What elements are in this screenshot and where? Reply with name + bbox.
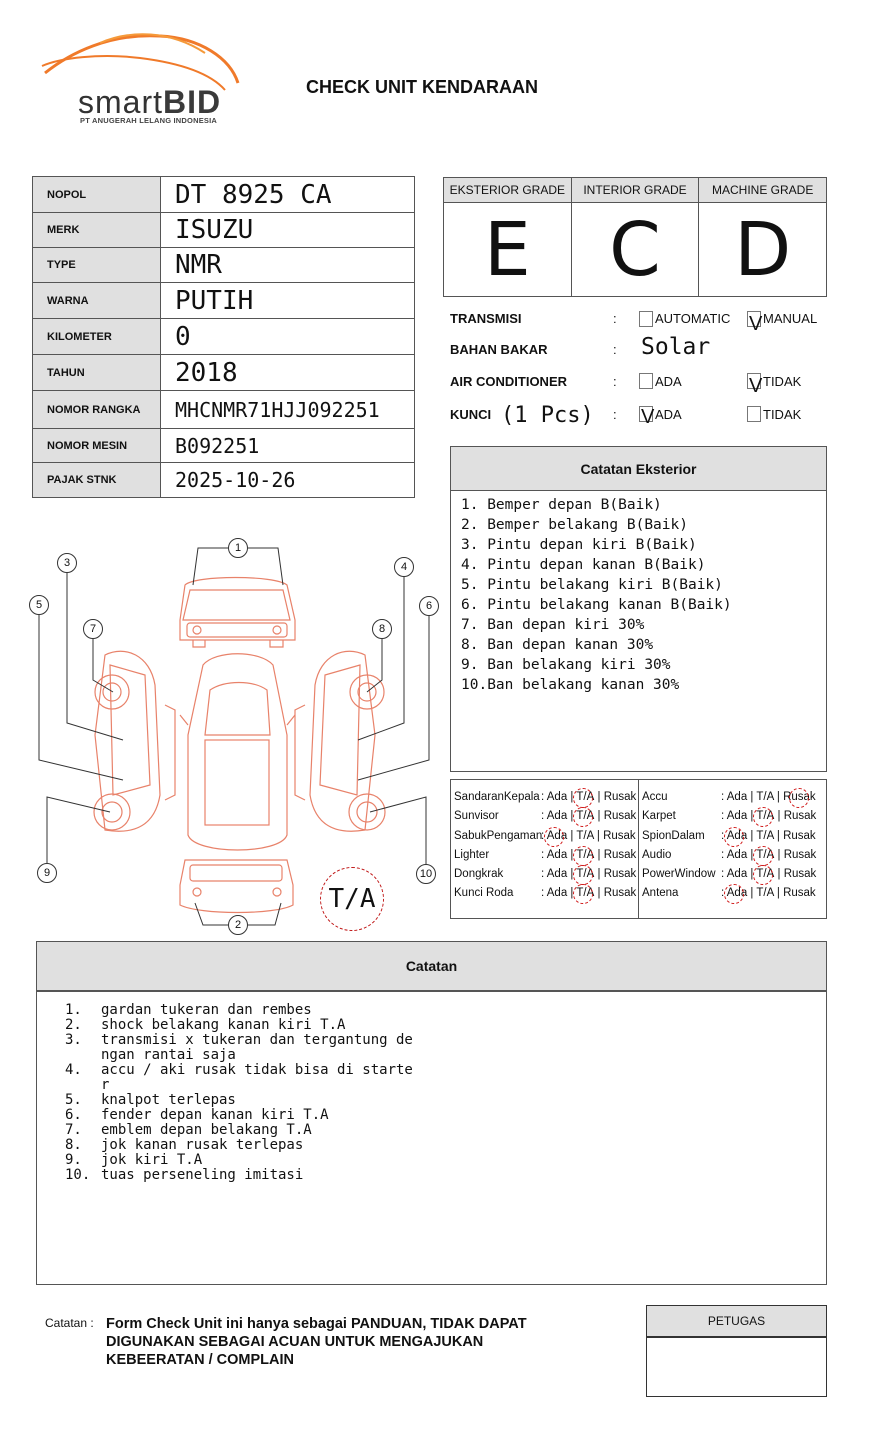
selected-ring-icon bbox=[573, 884, 593, 904]
colon: : bbox=[613, 407, 617, 422]
selected-ring-icon bbox=[753, 846, 773, 866]
colon: : bbox=[721, 848, 727, 861]
manual-option: MANUAL bbox=[763, 311, 818, 326]
separator: | bbox=[774, 810, 784, 823]
kunci-ada-option: ADA bbox=[655, 407, 682, 422]
interior-item-row bbox=[451, 791, 638, 810]
petugas-box bbox=[646, 1305, 827, 1397]
exterior-note-item: 5. Pintu belakang kiri B(Baik) bbox=[461, 577, 723, 593]
interior-option-rusak[interactable]: Rusak bbox=[603, 810, 637, 823]
interior-item-row bbox=[451, 887, 638, 906]
selected-ring-icon bbox=[573, 788, 593, 808]
interior-option-rusak[interactable]: Rusak bbox=[603, 868, 637, 881]
interior-option-rusak[interactable]: Rusak bbox=[603, 791, 637, 803]
exterior-notes-list bbox=[451, 491, 826, 697]
interior-option-ta[interactable]: T/A bbox=[756, 810, 774, 822]
catatan-item bbox=[65, 1063, 826, 1093]
interior-item-options bbox=[541, 868, 636, 880]
catatan-item bbox=[65, 1003, 826, 1018]
separator: | bbox=[567, 829, 577, 842]
catatan-item bbox=[65, 1123, 826, 1138]
catatan-item-text: jok kanan rusak terlepas bbox=[101, 1137, 304, 1153]
vehicle-info-label: KILOMETER bbox=[33, 319, 161, 354]
separator: | bbox=[747, 868, 757, 881]
vehicle-info-label: TYPE bbox=[33, 248, 161, 282]
separator: | bbox=[594, 848, 604, 861]
exterior-note-item: 8. Ban depan kanan 30% bbox=[461, 637, 654, 653]
separator: | bbox=[593, 829, 604, 842]
ac-tidak-check-mark: V bbox=[749, 375, 763, 397]
car-outline-icon bbox=[25, 535, 445, 940]
interior-item-options bbox=[541, 887, 636, 899]
selected-ring-icon bbox=[573, 846, 593, 866]
colon: : bbox=[613, 311, 617, 326]
callout-5: 5 bbox=[29, 595, 49, 615]
exterior-note-item: 4. Pintu depan kanan B(Baik) bbox=[461, 557, 706, 573]
separator: | bbox=[773, 829, 784, 842]
catatan-item bbox=[65, 1138, 826, 1153]
exterior-note-item: 1. Bemper depan B(Baik) bbox=[461, 497, 662, 513]
separator: | bbox=[747, 848, 757, 861]
ac-ada-checkbox[interactable] bbox=[639, 373, 653, 389]
colon: : bbox=[541, 829, 547, 842]
selected-ring-icon bbox=[753, 865, 773, 885]
interior-option-rusak[interactable]: Rusak bbox=[603, 848, 637, 861]
interior-item-name: Sunvisor bbox=[454, 810, 499, 823]
interior-item-name: Lighter bbox=[454, 848, 490, 861]
separator: | bbox=[594, 887, 604, 900]
grade-value: D bbox=[734, 206, 792, 293]
catatan-item-number: 4. bbox=[65, 1062, 82, 1078]
grade-column bbox=[572, 178, 700, 296]
vehicle-info-value: 2018 bbox=[175, 357, 238, 388]
separator: | bbox=[567, 868, 577, 881]
colon: : bbox=[541, 848, 547, 861]
vehicle-info-row bbox=[33, 463, 414, 497]
catatan-item bbox=[65, 1018, 826, 1033]
interior-item-options bbox=[721, 810, 816, 822]
catatan-item-number: 3. bbox=[65, 1032, 82, 1048]
catatan-item-number: 8. bbox=[65, 1137, 82, 1153]
petugas-title: PETUGAS bbox=[647, 1306, 826, 1338]
interior-item-row bbox=[451, 849, 638, 868]
selected-ring-icon bbox=[544, 827, 564, 847]
separator: | bbox=[594, 868, 604, 881]
colon: : bbox=[721, 887, 727, 900]
exterior-note-item: 9. Ban belakang kiri 30% bbox=[461, 657, 671, 673]
catatan-item-text: shock belakang kanan kiri T.A bbox=[101, 1017, 346, 1033]
kunci-label: KUNCI bbox=[450, 407, 492, 422]
interior-option-ta[interactable]: T/A bbox=[576, 887, 594, 899]
grade-label: EKSTERIOR GRADE bbox=[444, 178, 571, 203]
interior-option-ada[interactable]: Ada bbox=[727, 830, 747, 842]
interior-item-name: Dongkrak bbox=[454, 868, 504, 881]
document-title: CHECK UNIT KENDARAAN bbox=[306, 77, 538, 97]
interior-item-row bbox=[639, 849, 826, 868]
kunci-ada-check-mark: V bbox=[641, 406, 655, 428]
bahan-bakar-value: Solar bbox=[641, 334, 711, 360]
selected-ring-icon bbox=[724, 827, 744, 847]
footer-disclaimer: Form Check Unit ini hanya sebagai PANDUAN, TIDAK DAPAT DIGUNAKAN SEBAGAI ACUAN UNTUK MENGAJUKAN KEBEERATAN / COMPLAIN bbox=[106, 1316, 527, 1368]
interior-option-ada[interactable]: Ada bbox=[547, 830, 567, 842]
interior-items-right bbox=[639, 780, 826, 918]
catatan-item-text: accu / aki rusak tidak bisa di starter bbox=[101, 1062, 413, 1093]
bahan-bakar-label: BAHAN BAKAR bbox=[450, 342, 548, 357]
catatan-list bbox=[37, 992, 826, 1183]
selected-ring-icon bbox=[724, 884, 744, 904]
interior-item-row bbox=[639, 887, 826, 906]
catatan-item-text: fender depan kanan kiri T.A bbox=[101, 1107, 329, 1123]
interior-option-ta[interactable]: T/A bbox=[576, 810, 594, 822]
vehicle-info-value: 2025-10-26 bbox=[175, 468, 296, 492]
catatan-title: Catatan bbox=[37, 942, 826, 992]
interior-item-name: Kunci Roda bbox=[454, 887, 514, 900]
vehicle-info-value: B092251 bbox=[175, 433, 260, 458]
vehicle-info-label: PAJAK STNK bbox=[33, 463, 161, 497]
separator: | bbox=[567, 887, 577, 900]
selected-ring-icon bbox=[789, 788, 809, 808]
interior-option-rusak[interactable]: Rusak bbox=[783, 848, 817, 861]
vehicle-info-value: PUTIH bbox=[175, 285, 254, 316]
selected-ring-icon bbox=[753, 807, 773, 827]
interior-item-options bbox=[541, 810, 636, 822]
grade-column bbox=[699, 178, 826, 296]
kunci-count: (1 Pcs) bbox=[501, 403, 594, 428]
vehicle-info-label: TAHUN bbox=[33, 355, 161, 390]
interior-item-row bbox=[451, 830, 638, 849]
vehicle-info-table bbox=[32, 176, 415, 498]
separator: | bbox=[567, 791, 577, 803]
exterior-notes-panel bbox=[450, 446, 827, 772]
colon: : bbox=[613, 342, 617, 357]
colon: : bbox=[541, 868, 547, 881]
car-damage-diagram bbox=[25, 535, 445, 940]
grade-label: INTERIOR GRADE bbox=[572, 178, 699, 203]
interior-item-options bbox=[721, 830, 816, 842]
catatan-item bbox=[65, 1168, 826, 1183]
interior-option-rusak[interactable]: Rusak bbox=[783, 829, 816, 842]
vehicle-info-label: WARNA bbox=[33, 283, 161, 318]
interior-item-name: SpionDalam bbox=[642, 829, 705, 842]
interior-item-name: SabukPengaman bbox=[454, 829, 543, 842]
automatic-checkbox[interactable] bbox=[639, 311, 653, 327]
colon: : bbox=[541, 810, 547, 823]
colon: : bbox=[541, 887, 547, 900]
vehicle-info-row bbox=[33, 355, 414, 391]
interior-item-options bbox=[721, 791, 816, 803]
interior-option-ada[interactable]: Ada bbox=[546, 848, 568, 861]
separator: | bbox=[594, 810, 604, 823]
separator: | bbox=[747, 791, 757, 803]
interior-option-ada[interactable]: Ada bbox=[546, 868, 568, 881]
interior-item-row bbox=[451, 868, 638, 887]
interior-option-ada[interactable]: Ada bbox=[546, 791, 568, 803]
exterior-note-item: 10.Ban belakang kanan 30% bbox=[461, 677, 680, 693]
vehicle-info-value: MHCNMR71HJJ092251 bbox=[175, 397, 380, 422]
callout-7: 7 bbox=[83, 619, 103, 639]
interior-item-options bbox=[541, 849, 636, 861]
interior-option-ada[interactable]: Ada bbox=[546, 887, 568, 900]
ac-label: AIR CONDITIONER bbox=[450, 374, 567, 389]
callout-9: 9 bbox=[37, 863, 57, 883]
interior-option-ta[interactable]: T/A bbox=[756, 791, 774, 803]
catatan-panel bbox=[36, 941, 827, 1285]
interior-option-ta[interactable]: T/A bbox=[576, 868, 594, 880]
catatan-item-number: 10. bbox=[65, 1167, 91, 1183]
automatic-option: AUTOMATIC bbox=[655, 311, 731, 326]
catatan-item-text: transmisi x tukeran dan tergantung dengan rantai saja bbox=[101, 1032, 413, 1063]
catatan-item bbox=[65, 1153, 826, 1168]
interior-option-rusak[interactable]: Rusak bbox=[783, 887, 816, 900]
separator: | bbox=[594, 791, 604, 803]
interior-option-ta[interactable]: T/A bbox=[576, 849, 594, 861]
kunci-tidak-checkbox[interactable] bbox=[747, 406, 761, 422]
interior-item-options bbox=[721, 887, 816, 899]
callout-1: 1 bbox=[228, 538, 248, 558]
selected-ring-icon bbox=[573, 865, 593, 885]
ac-tidak-option: TIDAK bbox=[763, 374, 802, 389]
catatan-item-number: 2. bbox=[65, 1017, 82, 1033]
interior-item-options bbox=[721, 849, 816, 861]
vehicle-info-row bbox=[33, 283, 414, 319]
interior-option-ada[interactable]: Ada bbox=[726, 810, 748, 823]
callout-10: 10 bbox=[416, 864, 436, 884]
vehicle-info-value: DT 8925 CA bbox=[175, 179, 332, 210]
interior-option-rusak[interactable]: Rusak bbox=[603, 887, 637, 900]
interior-option-rusak[interactable]: Rusak bbox=[783, 868, 817, 881]
smartbid-logo bbox=[40, 28, 250, 128]
separator: | bbox=[747, 810, 757, 823]
interior-item-name: Accu bbox=[642, 791, 668, 803]
colon: : bbox=[721, 791, 727, 803]
interior-item-options bbox=[541, 830, 636, 842]
interior-item-row bbox=[451, 810, 638, 829]
vehicle-info-value: 0 bbox=[175, 321, 191, 352]
interior-item-row bbox=[639, 830, 826, 849]
interior-option-rusak[interactable]: Rusak bbox=[603, 829, 636, 842]
colon: : bbox=[721, 810, 727, 823]
footer-label: Catatan : bbox=[45, 1316, 94, 1330]
catatan-item-number: 5. bbox=[65, 1092, 82, 1108]
interior-item-name: Audio bbox=[642, 848, 672, 861]
separator: | bbox=[774, 848, 784, 861]
grade-value: E bbox=[483, 206, 531, 293]
catatan-item-text: gardan tukeran dan rembes bbox=[101, 1002, 312, 1018]
interior-option-rusak[interactable]: Rusak bbox=[783, 810, 817, 823]
interior-items-table bbox=[450, 779, 827, 919]
interior-option-ta[interactable]: T/A bbox=[576, 791, 594, 803]
separator: | bbox=[747, 829, 757, 842]
grade-column bbox=[444, 178, 572, 296]
interior-option-ada[interactable]: Ada bbox=[726, 791, 748, 803]
brand-subtitle: PT ANUGERAH LELANG INDONESIA bbox=[80, 116, 217, 125]
interior-item-options bbox=[721, 868, 816, 880]
vehicle-info-label: NOMOR RANGKA bbox=[33, 391, 161, 428]
vehicle-info-row bbox=[33, 391, 414, 429]
interior-item-row bbox=[639, 791, 826, 810]
vehicle-info-label: NOPOL bbox=[33, 177, 161, 212]
vehicle-info-row bbox=[33, 319, 414, 355]
catatan-item-number: 7. bbox=[65, 1122, 82, 1138]
vehicle-info-row bbox=[33, 177, 414, 213]
interior-option-ta[interactable]: T/A bbox=[576, 829, 594, 842]
interior-option-ta[interactable]: T/A bbox=[756, 868, 774, 880]
callout-2: 2 bbox=[228, 915, 248, 935]
catatan-item-number: 9. bbox=[65, 1152, 82, 1168]
grade-table bbox=[443, 177, 827, 297]
manual-check-mark: V bbox=[749, 313, 763, 335]
colon: : bbox=[721, 868, 727, 881]
kunci-tidak-option: TIDAK bbox=[763, 407, 802, 422]
interior-items-left bbox=[451, 780, 639, 918]
interior-option-rusak[interactable]: Rusak bbox=[783, 791, 816, 803]
catatan-item-text: tuas perseneling imitasi bbox=[101, 1167, 304, 1183]
vehicle-info-label: NOMOR MESIN bbox=[33, 429, 161, 462]
callout-3: 3 bbox=[57, 553, 77, 573]
exterior-note-item: 3. Pintu depan kiri B(Baik) bbox=[461, 537, 697, 553]
interior-item-name: Antena bbox=[642, 887, 679, 900]
separator: | bbox=[567, 810, 577, 823]
separator: | bbox=[774, 868, 784, 881]
grade-label: MACHINE GRADE bbox=[699, 178, 826, 203]
interior-item-name: SandaranKepala bbox=[454, 791, 540, 803]
vehicle-info-row bbox=[33, 429, 414, 463]
exterior-note-item: 7. Ban depan kiri 30% bbox=[461, 617, 645, 633]
callout-6: 6 bbox=[419, 596, 439, 616]
brand-prefix: smart bbox=[78, 84, 163, 120]
interior-option-ada[interactable]: Ada bbox=[546, 810, 568, 823]
catatan-item-text: emblem depan belakang T.A bbox=[101, 1122, 312, 1138]
catatan-item bbox=[65, 1093, 826, 1108]
colon: : bbox=[613, 374, 617, 389]
vehicle-info-value: ISUZU bbox=[175, 215, 254, 245]
interior-item-options bbox=[541, 791, 636, 803]
interior-option-ada[interactable]: Ada bbox=[727, 887, 747, 899]
callout-8: 8 bbox=[372, 619, 392, 639]
catatan-item bbox=[65, 1108, 826, 1123]
interior-option-ada[interactable]: Ada bbox=[726, 848, 748, 861]
exterior-note-item: 2. Bemper belakang B(Baik) bbox=[461, 517, 688, 533]
selected-ring-icon bbox=[573, 807, 593, 827]
catatan-item-number: 6. bbox=[65, 1107, 82, 1123]
separator: | bbox=[773, 887, 784, 900]
brand-suffix: BID bbox=[163, 84, 222, 120]
separator: | bbox=[747, 887, 757, 900]
transmisi-label: TRANSMISI bbox=[450, 311, 522, 326]
ta-stamp: T/A bbox=[320, 867, 384, 931]
vehicle-info-row bbox=[33, 213, 414, 248]
ac-ada-option: ADA bbox=[655, 374, 682, 389]
colon: : bbox=[541, 791, 547, 803]
catatan-item-number: 1. bbox=[65, 1002, 82, 1018]
catatan-item-text: knalpot terlepas bbox=[101, 1092, 236, 1108]
interior-item-name: PowerWindow bbox=[642, 868, 716, 881]
interior-option-ta[interactable]: T/A bbox=[756, 829, 774, 842]
exterior-note-item: 6. Pintu belakang kanan B(Baik) bbox=[461, 597, 732, 613]
separator: | bbox=[773, 791, 784, 803]
callout-4: 4 bbox=[394, 557, 414, 577]
interior-option-ta[interactable]: T/A bbox=[756, 849, 774, 861]
interior-option-ada[interactable]: Ada bbox=[726, 868, 748, 881]
vehicle-info-value: NMR bbox=[175, 250, 222, 280]
interior-item-name: Karpet bbox=[642, 810, 676, 823]
colon: : bbox=[721, 829, 727, 842]
catatan-item-text: jok kiri T.A bbox=[101, 1152, 203, 1168]
interior-option-ta[interactable]: T/A bbox=[756, 887, 774, 900]
vehicle-info-label: MERK bbox=[33, 213, 161, 247]
separator: | bbox=[567, 848, 577, 861]
vehicle-info-row bbox=[33, 248, 414, 283]
catatan-item bbox=[65, 1033, 826, 1063]
exterior-notes-title: Catatan Eksterior bbox=[451, 447, 826, 491]
grade-value: C bbox=[609, 206, 661, 293]
